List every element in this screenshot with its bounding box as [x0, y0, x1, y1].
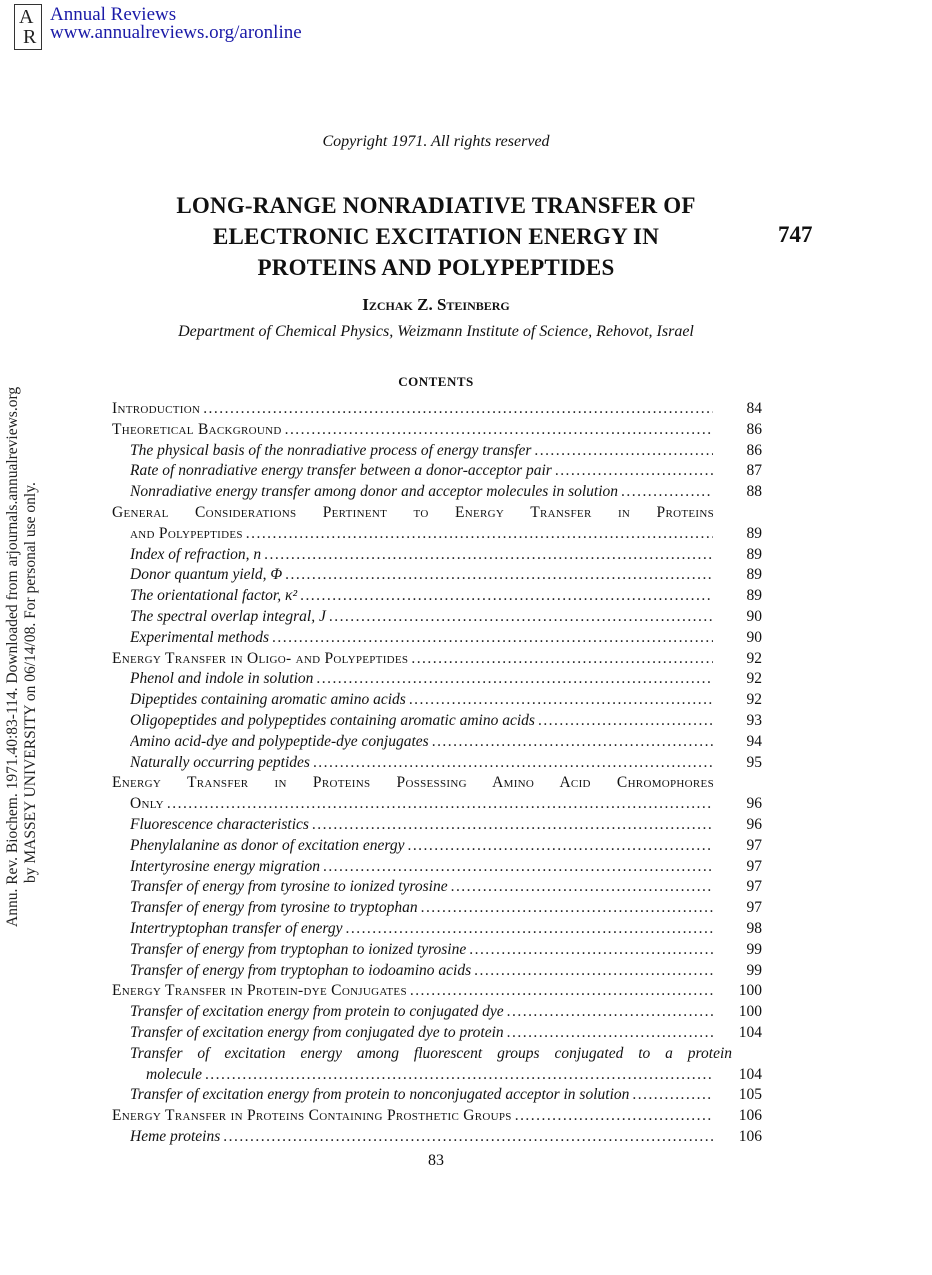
toc-leader-dots [507, 1001, 713, 1022]
toc-entry-page: 94 [746, 732, 762, 750]
toc-leader-dots [264, 544, 713, 565]
toc-entry [130, 544, 762, 565]
author-name: Izchak Z. Steinberg [362, 295, 510, 314]
contents-heading: CONTENTS [398, 374, 474, 389]
toc-leader-dots [409, 689, 713, 710]
toc-entry-page: 88 [746, 483, 762, 501]
toc-entry-page: 90 [746, 608, 762, 625]
author-affiliation: Department of Chemical Physics, Weizmann Institute of Science, Rehovot, Israel [178, 323, 694, 340]
toc-entry-title: Transfer of excitation energy from protein to conjugated dye [130, 1003, 504, 1021]
toc-leader-dots [300, 585, 713, 606]
toc-entry-page: 89 [746, 587, 762, 605]
toc-entry-page: 98 [746, 920, 762, 937]
toc-entry-title: Dipeptides containing aromatic amino acids [130, 691, 406, 709]
toc-entry-title: Transfer of excitation energy from conjugated dye to protein [130, 1024, 504, 1041]
toc-leader-dots [285, 419, 713, 440]
toc-entry [130, 1043, 762, 1064]
toc-leader-dots [555, 460, 713, 481]
toc-entry-title: General Considerations Pertinent to Energy Transfer in Proteins [112, 504, 714, 521]
toc-entry-page: 100 [738, 982, 762, 1000]
toc-leader-dots [474, 960, 713, 981]
toc-entry-title: Fluorescence characteristics [130, 816, 309, 833]
toc-entry [130, 1022, 762, 1043]
toc-entry-title: Transfer of energy from tyrosine to tryptophan [130, 899, 418, 917]
toc-entry-title: Index of refraction, n [130, 545, 262, 563]
download-notice [0, 0, 50, 1275]
toc-entry [130, 918, 762, 939]
copyright-notice: Copyright 1971. All rights reserved [322, 133, 550, 150]
toc-leader-dots [469, 939, 713, 960]
toc-entry-title: Experimental methods [130, 628, 270, 646]
toc-leader-dots [323, 856, 713, 877]
toc-leader-dots [312, 814, 713, 835]
toc-entry [130, 856, 762, 877]
toc-entry-title: and Polypeptides [130, 524, 243, 542]
toc-entry-title: Energy Transfer in Protein-dye Conjugates [112, 982, 407, 1000]
toc-leader-dots [285, 564, 713, 585]
toc-entry-page: 99 [746, 940, 762, 958]
toc-entry [130, 752, 762, 773]
toc-entry [130, 897, 762, 918]
toc-entry-page: 104 [738, 1065, 762, 1083]
toc-leader-dots [167, 793, 713, 814]
toc-entry [112, 398, 762, 419]
toc-leader-dots [272, 627, 713, 648]
toc-entry-page: 96 [746, 795, 762, 813]
toc-entry-title: Energy Transfer in Proteins Possessing Amino Acid Chromophores [112, 774, 714, 792]
toc-entry [130, 1126, 762, 1147]
toc-entry [130, 835, 762, 856]
toc-entry-title: Nonradiative energy transfer among donor and acceptor molecules in solution [130, 483, 619, 501]
toc-entry-title: Energy Transfer in Proteins Containing Prosthetic Groups [112, 1107, 512, 1125]
toc-entry [130, 585, 762, 606]
toc-entry-page: 99 [746, 961, 762, 979]
toc-entry-page: 92 [746, 649, 762, 667]
toc-entry-page: 104 [738, 1024, 762, 1041]
toc-entry-page: 97 [746, 857, 762, 875]
download-notice-line1: Annu. Rev. Biochem. 1971.40:83-114. Downloaded from arjournals.annualreviews.org [4, 386, 21, 927]
toc-entry-title: Phenylalanine as donor of excitation energy [130, 836, 405, 854]
toc-entry-page: 89 [746, 545, 762, 563]
toc-entry-page: 89 [746, 524, 762, 542]
toc-entry-page: 86 [746, 441, 762, 459]
toc-leader-dots [432, 731, 713, 752]
toc-entry-title: Rate of nonradiative energy transfer between a donor-acceptor pair [130, 462, 552, 480]
toc-entry-title: Heme proteins [130, 1128, 221, 1145]
toc-entry [112, 772, 762, 793]
toc-entry-page: 84 [746, 400, 762, 417]
article-title [140, 190, 732, 283]
toc-entry-title: Transfer of energy from tryptophan to ionized tyrosine [130, 940, 467, 958]
toc-entry [130, 939, 762, 960]
toc-entry [130, 668, 762, 689]
toc-entry [130, 440, 762, 461]
page-number: 83 [428, 1152, 444, 1169]
toc-entry [130, 523, 762, 544]
toc-entry [130, 606, 762, 627]
toc-leader-dots [316, 668, 713, 689]
toc-entry-title: Transfer of energy from tyrosine to ionized tyrosine [130, 878, 448, 896]
toc-entry-title: Intertyrosine energy migration [130, 857, 320, 875]
toc-entry [130, 814, 762, 835]
title-line: PROTEINS AND POLYPEPTIDES [257, 255, 615, 280]
download-notice-line2: by MASSEY UNIVERSITY on 06/14/08. For personal use only. [22, 482, 39, 883]
toc-leader-dots [407, 835, 713, 856]
toc-leader-dots [410, 980, 713, 1001]
toc-entry [130, 1084, 762, 1105]
toc-entry [112, 502, 762, 523]
toc-entry-page: 92 [746, 691, 762, 709]
toc-leader-dots [421, 897, 713, 918]
toc-leader-dots [621, 481, 713, 502]
toc-entry-page: 90 [746, 628, 762, 646]
toc-entry-title: Naturally occurring peptides [130, 753, 310, 771]
toc-entry [112, 980, 762, 1001]
toc-entry-title: Energy Transfer in Oligo- and Polypeptides [112, 649, 409, 667]
toc-entry-title: The physical basis of the nonradiative process of energy transfer [130, 441, 532, 459]
toc-leader-dots [632, 1084, 713, 1105]
toc-entry [130, 689, 762, 710]
title-line: ELECTRONIC EXCITATION ENERGY IN [212, 224, 660, 249]
toc-entry [112, 1105, 762, 1126]
toc-entry-title: The orientational factor, κ² [130, 587, 298, 605]
toc-entry [112, 419, 762, 440]
toc-entry [130, 793, 762, 814]
toc-entry-title: molecule [146, 1065, 202, 1083]
toc-entry [130, 460, 762, 481]
toc-leader-dots [534, 440, 713, 461]
toc-entry-page: 106 [738, 1107, 762, 1125]
toc-leader-dots [246, 523, 713, 544]
toc-entry-title: Donor quantum yield, Φ [130, 566, 283, 584]
toc-entry [130, 1001, 762, 1022]
toc-entry [130, 960, 762, 981]
toc-entry-title: Introduction [112, 400, 201, 417]
toc-leader-dots [538, 710, 713, 731]
toc-entry-page: 92 [746, 670, 762, 688]
toc-entry-title: Amino acid-dye and polypeptide-dye conjugates [130, 732, 429, 750]
toc-leader-dots [411, 648, 713, 669]
toc-entry-title: Only [130, 795, 164, 813]
toc-entry-title: Transfer of energy from tryptophan to iodoamino acids [130, 961, 472, 979]
toc-entry-title: Oligopeptides and polypeptides containing aromatic amino acids [130, 712, 535, 729]
toc-entry-page: 86 [746, 420, 762, 438]
toc-entry-title: Phenol and indole in solution [130, 670, 314, 688]
toc-entry [130, 564, 762, 585]
toc-entry-title: The spectral overlap integral, J [130, 608, 326, 625]
toc-entry-page: 97 [746, 836, 762, 854]
toc-leader-dots [451, 876, 713, 897]
toc-entry-page: 93 [746, 712, 762, 729]
toc-leader-dots [203, 398, 713, 419]
toc-entry [130, 710, 762, 731]
toc-entry-title: Theoretical Background [112, 420, 282, 438]
toc-leader-dots [313, 752, 713, 773]
toc-entry-title: Transfer of excitation energy from protein to nonconjugated acceptor in solution [130, 1086, 630, 1104]
toc-leader-dots [329, 606, 713, 627]
toc-leader-dots [515, 1105, 713, 1126]
toc-entry [130, 731, 762, 752]
toc-entry-page: 89 [746, 566, 762, 584]
toc-entry-title: Transfer of excitation energy among fluorescent groups conjugated to a protein [130, 1044, 732, 1062]
title-line: LONG-RANGE NONRADIATIVE TRANSFER OF [176, 193, 696, 218]
toc-entry [112, 648, 762, 669]
toc-entry-title: Intertryptophan transfer of energy [130, 920, 343, 937]
toc-leader-dots [507, 1022, 713, 1043]
toc-entry [130, 876, 762, 897]
toc-entry [146, 1064, 762, 1085]
toc-entry-page: 100 [738, 1003, 762, 1021]
toc-entry [130, 627, 762, 648]
publisher-url-link[interactable]: www.annualreviews.org/aronline [50, 22, 302, 43]
toc-leader-dots [223, 1126, 713, 1147]
toc-entry-page: 97 [746, 899, 762, 917]
toc-entry-page: 87 [746, 462, 762, 480]
toc-leader-dots [205, 1064, 713, 1085]
toc-entry-page: 106 [738, 1128, 762, 1145]
toc-entry-page: 105 [738, 1086, 762, 1104]
toc-entry-page: 97 [746, 878, 762, 896]
page-code: 747 [778, 222, 813, 247]
annual-reviews-logo-icon: A R [14, 4, 42, 50]
toc-leader-dots [346, 918, 713, 939]
toc-entry [130, 481, 762, 502]
publisher-name-link[interactable]: Annual Reviews [50, 4, 177, 25]
toc-entry-page: 96 [746, 816, 762, 833]
toc-entry-page: 95 [746, 753, 762, 771]
